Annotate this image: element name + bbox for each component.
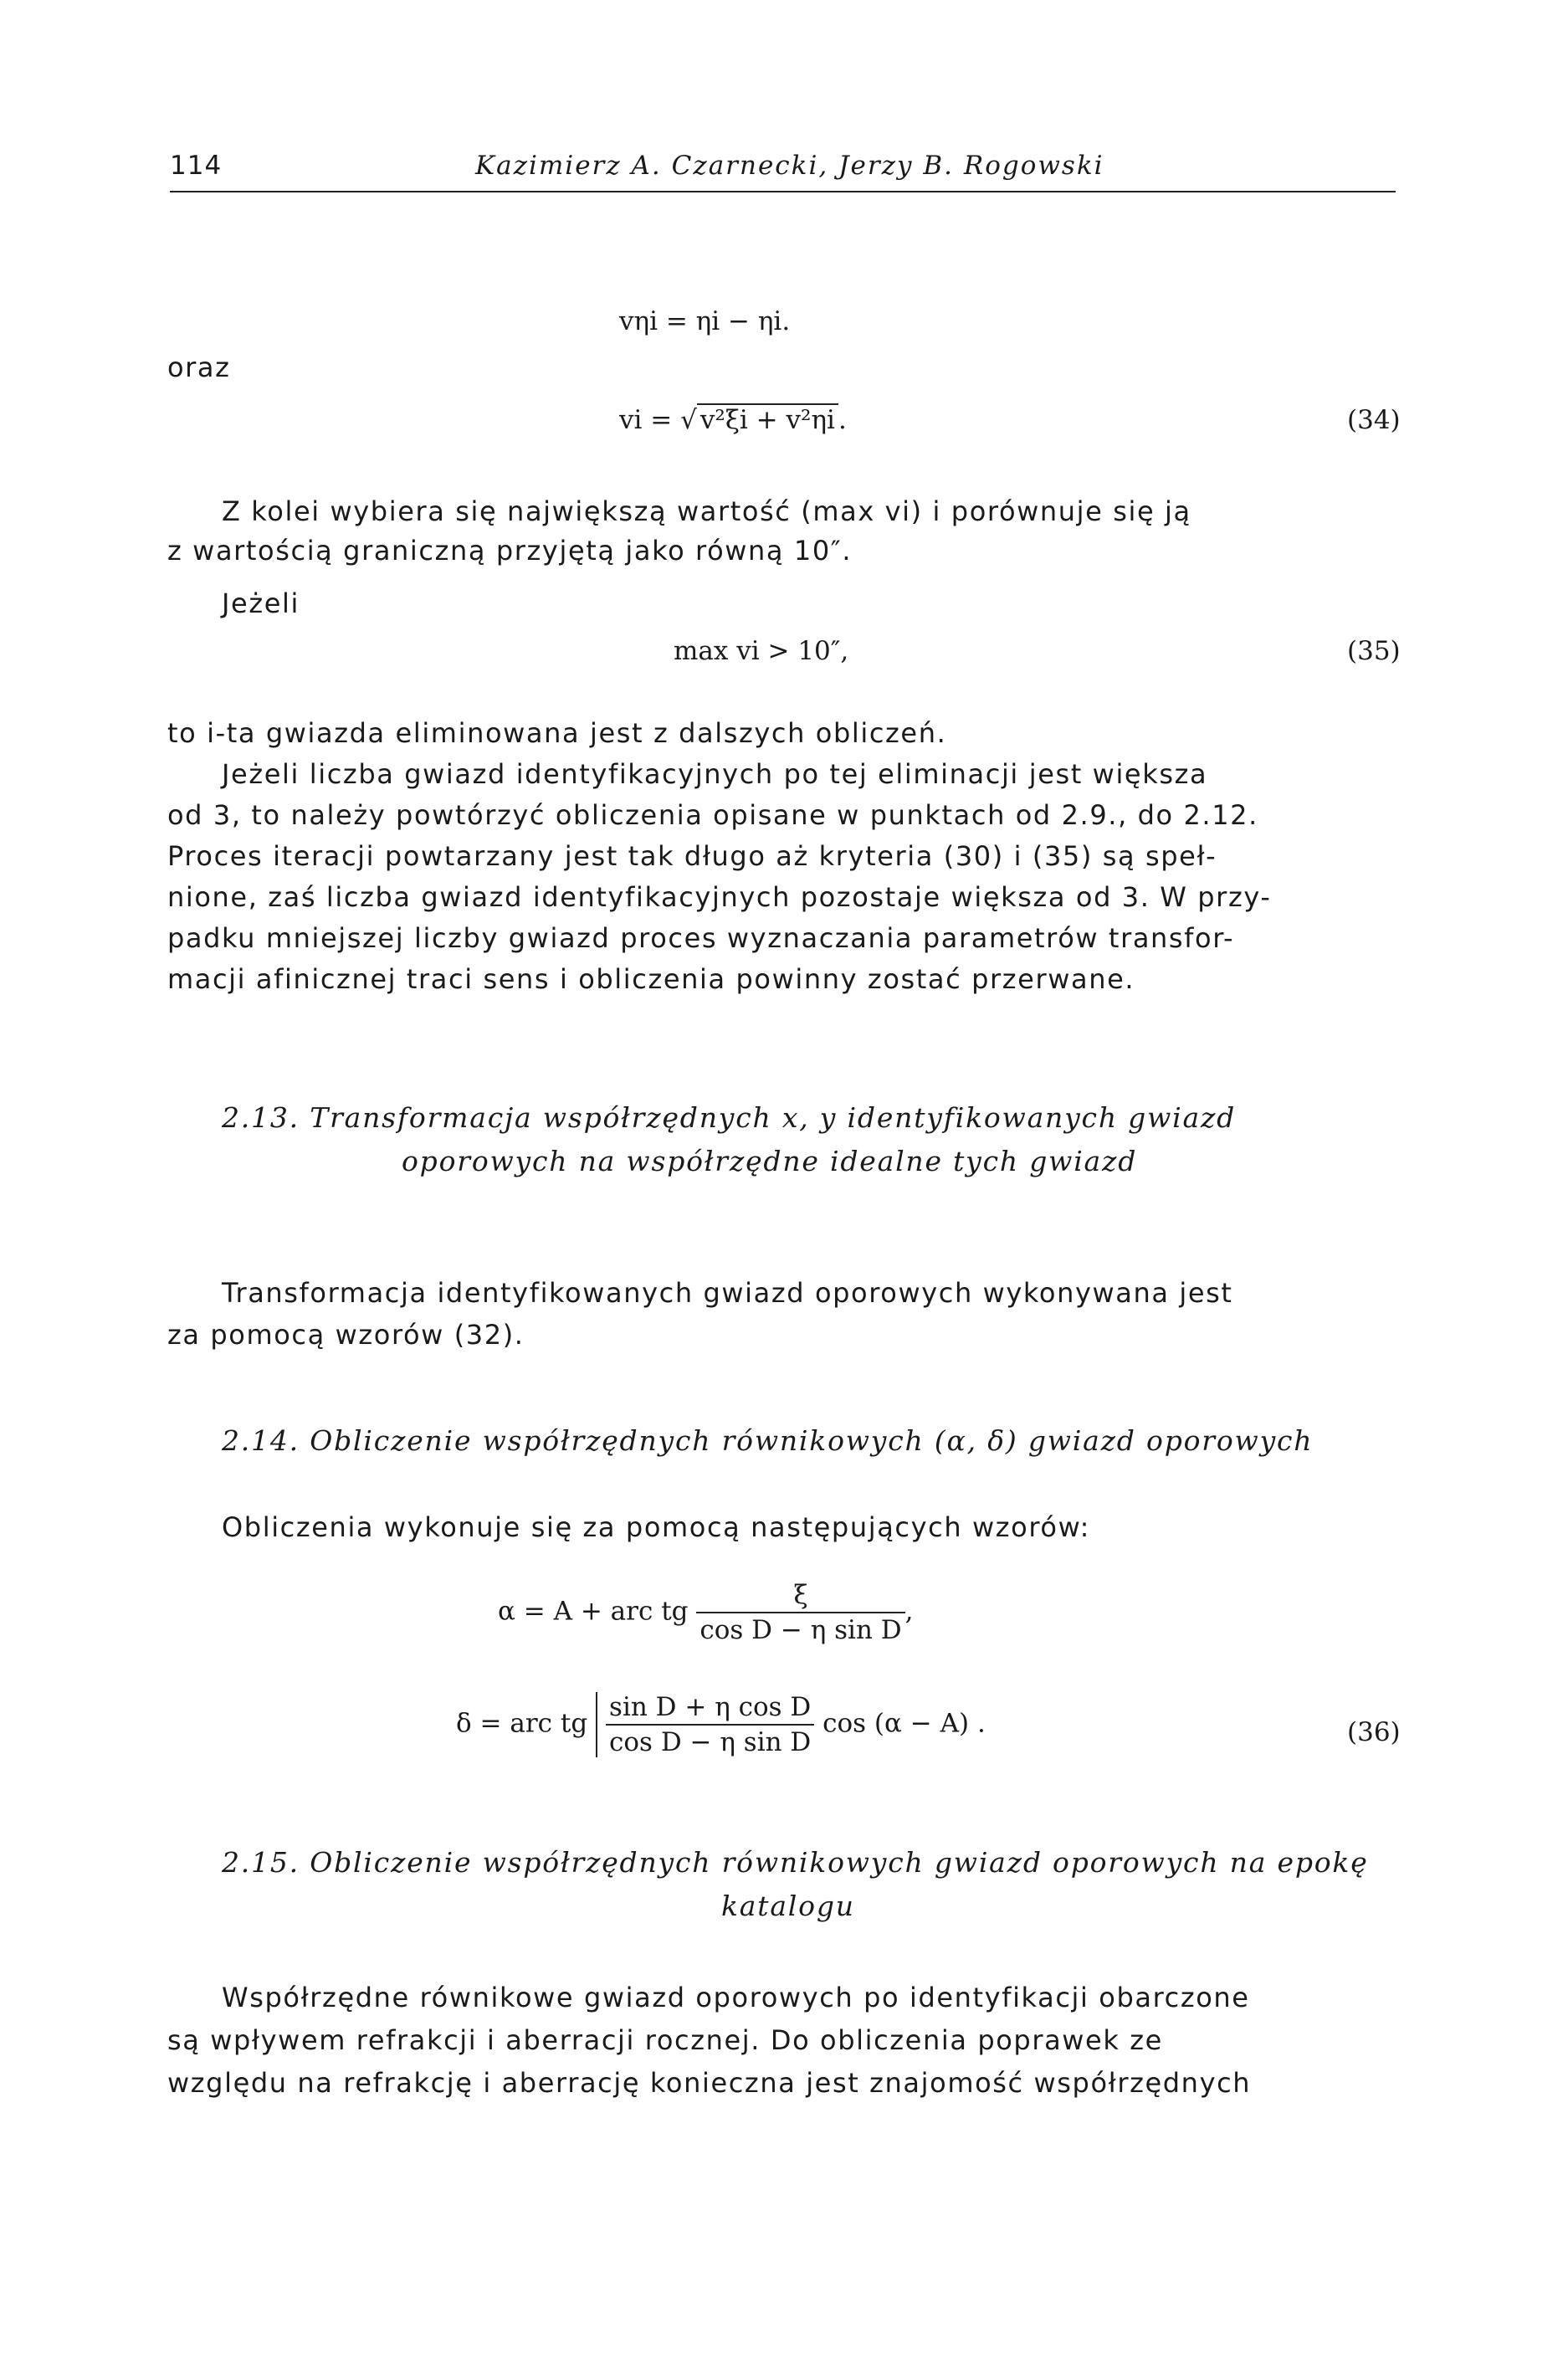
section-2-14-heading: 2.14. Obliczenie współrzędnych równikowych (α, δ) gwiazd oporowych: [222, 1424, 1314, 1457]
paragraph-2-line: od 3, to należy powtórzyć obliczenia opisane w punktach od 2.9., do 2.12.: [167, 799, 1258, 831]
paragraph-2-line: Proces iteracji powtarzany jest tak długo aż kryteria (30) i (35) są speł-: [167, 840, 1217, 872]
equation-36-delta-numerator: sin D + η cos D: [609, 1692, 812, 1722]
paragraph-5-line: Współrzędne równikowe gwiazd oporowych po identyfikacji obarczone: [222, 1982, 1250, 2013]
sqrt-sign: √: [680, 405, 697, 435]
word-oraz: oraz: [167, 351, 231, 383]
equation-36-delta-bracket: [596, 1692, 986, 1757]
paragraph-3-line: Transformacja identyfikowanych gwiazd oporowych wykonywana jest: [222, 1277, 1233, 1309]
equation-v-eta: vηi = ηi − ηi.: [619, 306, 791, 336]
equation-36-alpha-denominator: cos D − η sin D: [696, 1612, 904, 1645]
equation-36-delta: [456, 1692, 986, 1757]
running-header-authors: Kazimierz A. Czarnecki, Jerzy B. Rogowski: [475, 151, 1104, 181]
equation-36-number: (36): [1347, 1717, 1401, 1747]
paragraph-2: [167, 713, 1422, 1000]
section-2-13-heading-line-2: oporowych na współrzędne idealne tych gwiazd: [402, 1145, 1138, 1177]
paragraph-3-line: za pomocą wzorów (32).: [167, 1319, 525, 1351]
equation-36-delta-denominator: cos D − η sin D: [606, 1724, 814, 1757]
equation-34-lhs: vi =: [619, 405, 681, 435]
section-2-13-heading-line-1: 2.13. Transformacja współrzędnych x, y identyfikowanych gwiazd: [222, 1101, 1237, 1134]
paragraph-5-line: względu na refrakcję i aberrację konieczna jest znajomość współrzędnych: [167, 2067, 1252, 2099]
paragraph-2-line: padku mniejszej liczby gwiazd proces wyznaczania parametrów transfor-: [167, 922, 1235, 954]
paragraph-2-line: macji afinicznej traci sens i obliczenia powinny zostać przerwane.: [167, 963, 1135, 995]
equation-36-delta-tail: cos (α − A) .: [822, 1708, 986, 1739]
paragraph-4: Obliczenia wykonuje się za pomocą następujących wzorów:: [222, 1511, 1090, 1543]
section-2-15-heading-line-1: 2.15. Obliczenie współrzędnych równikowych gwiazd oporowych na epokę: [222, 1846, 1369, 1879]
paragraph-1-line: z wartością graniczną przyjętą jako równą 10″.: [167, 535, 853, 567]
paragraph-1-line: Z kolei wybiera się największą wartość (max vi) i porównuje się ją: [222, 495, 1191, 527]
equation-36-alpha-numerator: ξ: [793, 1580, 808, 1610]
equation-35-number: (35): [1347, 636, 1401, 666]
equation-36-alpha: [498, 1580, 913, 1645]
header-rule: [170, 191, 1396, 192]
equation-34: [619, 405, 847, 435]
paragraph-2-line: to i-ta gwiazda eliminowana jest z dalszych obliczeń.: [167, 717, 947, 749]
paragraph-5-line: są wpływem refrakcji i aberracji rocznej. Do obliczenia poprawek ze: [167, 2024, 1163, 2056]
paragraph-2-line: Jeżeli liczba gwiazd identyfikacyjnych po tej eliminacji jest większa: [222, 758, 1208, 790]
paragraph-5: [167, 1977, 1422, 2105]
equation-36-delta-lhs: δ = arc tg: [456, 1708, 588, 1739]
word-jezeli: Jeżeli: [222, 587, 300, 619]
equation-34-radicand: v²ξi + v²ηi: [697, 403, 838, 435]
equation-36-alpha-tail: ,: [904, 1596, 914, 1627]
page-number: 114: [170, 151, 223, 181]
paragraph-2-line: nione, zaś liczba gwiazd identyfikacyjnych pozostaje większa od 3. W przy-: [167, 881, 1272, 913]
paragraph-1: [167, 492, 1422, 571]
section-2-15-heading-line-2: katalogu: [721, 1890, 855, 1922]
paragraph-3: [167, 1272, 1422, 1356]
equation-35: max vi > 10″,: [674, 636, 849, 666]
equation-34-tail: .: [838, 405, 847, 435]
equation-36-alpha-lhs: α = A + arc tg: [498, 1596, 689, 1627]
equation-34-number: (34): [1347, 405, 1401, 435]
equation-36-delta-fraction: [606, 1692, 814, 1757]
equation-36-alpha-fraction: [696, 1580, 904, 1645]
